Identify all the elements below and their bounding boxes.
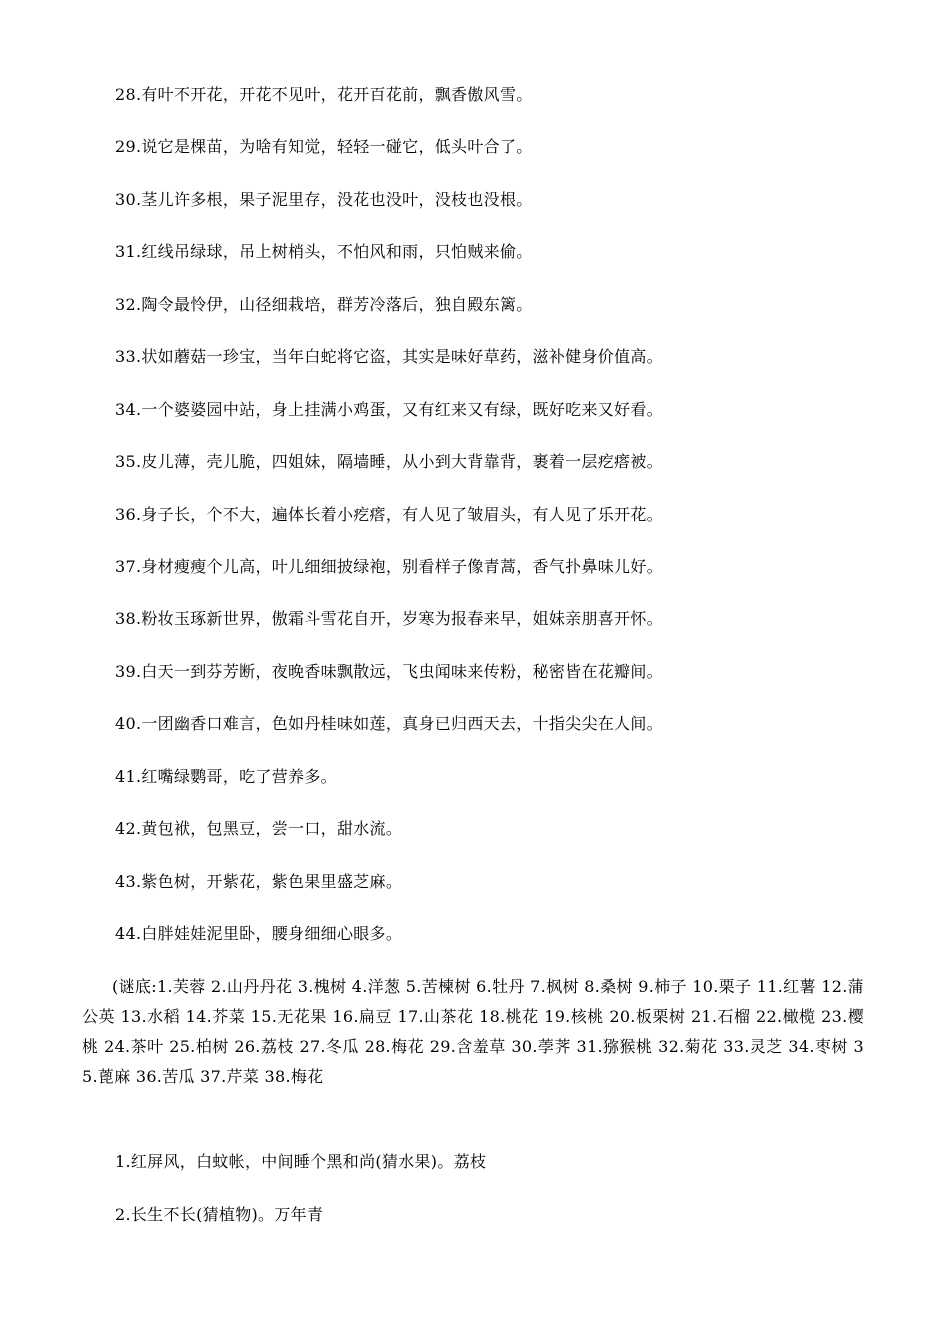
riddle-28: 28.有叶不开花，开花不见叶，花开百花前，飘香傲风雪。 [115,85,533,104]
riddle-36: 36.身子长，个不大，遍体长着小疙瘩，有人见了皱眉头，有人见了乐开花。 [115,505,663,524]
extra-riddle-2: 2.长生不长(猜植物)。万年青 [115,1205,324,1224]
riddle-30: 30.茎儿许多根，果子泥里存，没花也没叶，没枝也没根。 [115,190,533,209]
answers-paragraph: (谜底:1.芙蓉 2.山丹丹花 3.槐树 4.洋葱 5.苦楝树 6.牡丹 7.枫树 8.桑树 9.柿子 10.栗子 11.红薯 12.蒲公英 13.水稻 14.芥菜 15.无花果 16.扁豆 17.山茶花 18.桃花 19.核桃 20.板栗树 21.石榴 22.橄榄 23.樱桃 24.茶叶 25.柏树 26.荔枝 27.冬瓜 28.梅花 29.含羞草 30.荸荠 31.猕猴桃 32.菊花 33.灵芝 34.枣树 35.蓖麻 36.苦瓜 37.芹菜 38.梅花 [82,977,864,1086]
riddle-31: 31.红线吊绿球，吊上树梢头，不怕风和雨，只怕贼来偷。 [115,242,533,261]
riddle-29: 29.说它是棵苗，为啥有知觉，轻轻一碰它，低头叶合了。 [115,137,533,156]
riddle-43: 43.紫色树，开紫花，紫色果里盛芝麻。 [115,872,403,891]
riddle-41: 41.红嘴绿鹦哥，吃了营养多。 [115,767,337,786]
riddle-44: 44.白胖娃娃泥里卧，腰身细细心眼多。 [115,924,403,943]
riddle-37: 37.身材瘦瘦个儿高，叶儿细细披绿袍，别看样子像青蒿，香气扑鼻味儿好。 [115,557,663,576]
riddle-34: 34.一个婆婆园中站，身上挂满小鸡蛋，又有红来又有绿，既好吃来又好看。 [115,400,663,419]
riddle-42: 42.黄包袱，包黑豆，尝一口，甜水流。 [115,819,403,838]
riddle-35: 35.皮儿薄，壳儿脆，四姐妹，隔墙睡，从小到大背靠背，裹着一层疙瘩被。 [115,452,663,471]
riddle-32: 32.陶令最怜伊，山径细栽培，群芳冷落后，独自殿东篱。 [115,295,533,314]
extra-riddle-1: 1.红屏风，白蚊帐，中间睡个黑和尚(猜水果)。荔枝 [115,1152,487,1171]
riddle-39: 39.白天一到芬芳断，夜晚香味飘散远，飞虫闻味来传粉，秘密皆在花瓣间。 [115,662,663,681]
riddle-40: 40.一团幽香口难言，色如丹桂味如莲，真身已归西天去，十指尖尖在人间。 [115,714,663,733]
riddle-33: 33.状如蘑菇一珍宝，当年白蛇将它盗，其实是味好草药，滋补健身价值高。 [115,347,663,366]
riddle-38: 38.粉妆玉琢新世界，傲霜斗雪花自开，岁寒为报春来早，姐妹亲朋喜开怀。 [115,609,663,628]
